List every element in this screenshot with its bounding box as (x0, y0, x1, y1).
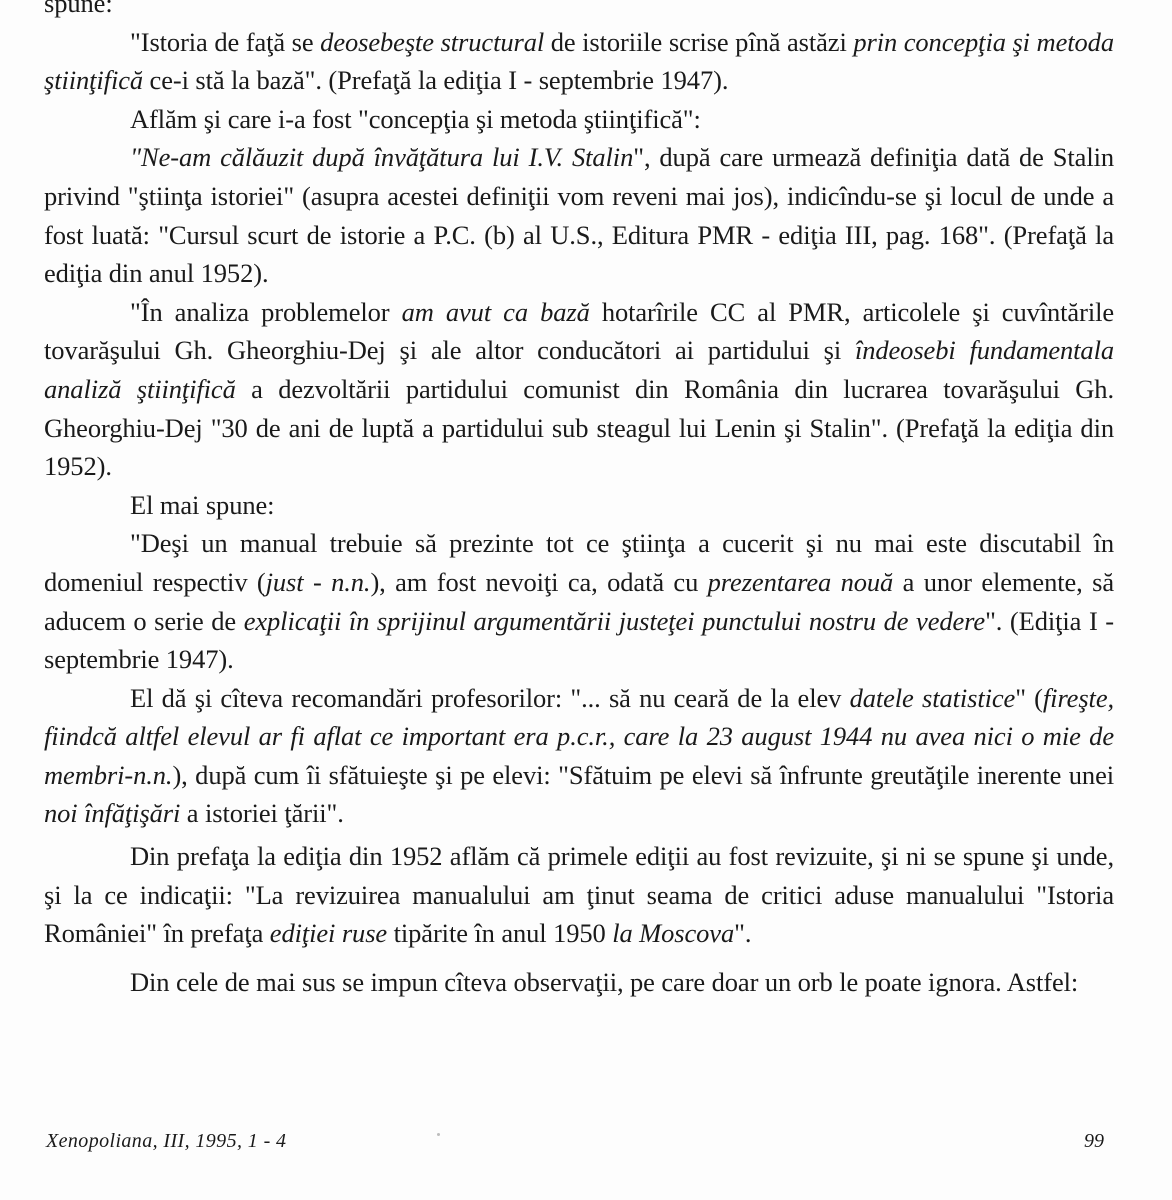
text-run: El mai spune: (130, 489, 275, 520)
italic-text-run: am avut ca bază (401, 296, 590, 327)
paragraph (44, 963, 1114, 1002)
text-run: "Istoria de faţă se (130, 26, 321, 57)
italic-text-run: deosebeşte structural (320, 26, 545, 57)
text-run: " ( (1015, 682, 1043, 713)
paragraph (44, 23, 1114, 100)
italic-text-run: îndeosebi fundamentala analiză ştiinţifică (44, 335, 1114, 404)
paragraph (44, 679, 1114, 833)
text-run: a istoriei ţării". (180, 798, 344, 829)
text-run: ", după care urmează definiţia dată de Stalin privind "ştiinţa istoriei" (asupra acestei definiţii vom reveni mai jos), indicîndu-se şi locul de unde a fost luată: "Cursul scurt de istorie a P.C. (b) al U.S., Editura PMR - ediţia III, pag. 168". (Prefaţă la ediţia din anul 1952). (44, 142, 1115, 289)
paragraph (44, 100, 1114, 139)
text-run: "În analiza problemelor (130, 296, 402, 327)
text-run: a dezvoltării partidului comunist din România din lucrarea tovarăşului Gh. Gheorghiu-Dej "30 de ani de luptă a partidului sub steagul lui Lenin şi Stalin". (Prefaţă la ediţia din 1952). (44, 373, 1114, 482)
footer-journal: Xenopoliana, III, 1995, 1 - 4 (46, 1130, 287, 1152)
text-run: El dă şi cîteva recomandări profesorilor: "... să nu ceară de la elev (130, 682, 850, 713)
italic-text-run: noi înfăţişări (44, 798, 181, 829)
italic-text-run: ediţiei ruse (269, 918, 388, 949)
paragraph (44, 524, 1114, 678)
text-run: ), după cum îi sfătuieşte şi pe elevi: "Sfătuim pe elevi să înfrunte greutăţile inerente unei (172, 759, 1114, 790)
italic-text-run: prin concepţia şi metoda ştiinţifică (44, 26, 1114, 96)
italic-text-run: just - n.n. (265, 566, 371, 597)
italic-text-run: la Moscova (612, 918, 735, 949)
text-run: ". (Ediţia I - septembrie 1947). (44, 605, 1114, 675)
paragraph (44, 293, 1114, 486)
paragraph (44, 138, 1114, 292)
text-run: ce-i stă la bază". (Prefaţă la ediţia I - septembrie 1947). (143, 65, 729, 96)
text-run: tipărite în anul 1950 (387, 918, 613, 949)
italic-text-run: fireşte, fiindcă altfel elevul ar fi aflat ce important era p.c.r., care la 23 august 1944 nu avea nici o mie de membri-n.n. (44, 682, 1115, 790)
text-run: hotarîrile CC al PMR, articolele şi cuvîntările tovarăşului Gh. Gheorghiu-Dej şi ale altor conducători ai partidului şi (44, 296, 1115, 366)
page-number: 99 (1084, 1130, 1104, 1152)
paragraph (44, 486, 1114, 525)
italic-text-run: "Ne-am călăuzit după învăţătura lui I.V. Stalin (130, 142, 634, 173)
body-text (44, 0, 1114, 1001)
text-run: Din prefaţa la ediţia din 1952 aflăm că primele ediţii au fost revizuite, şi ni se spune şi unde, şi la ce indicaţii: "La revizuirea manualului am ţinut seama de critici aduse manualului "Istoria României" în prefaţa (44, 841, 1114, 949)
text-run: de istoriile scrise pînă astăzi (544, 26, 854, 57)
italic-text-run: datele statistice (849, 682, 1016, 713)
text-run: a unor elemente, să aducem o serie de (44, 566, 1114, 636)
paragraph (44, 837, 1114, 953)
italic-text-run: prezentarea nouă (707, 566, 894, 597)
scan-speck (437, 1133, 440, 1136)
text-run: ), am fost nevoiţi ca, odată cu (370, 566, 708, 597)
text-run: Din cele de mai sus se impun cîteva observaţii, pe care doar un orb le poate ignora. Astfel: (130, 966, 1079, 997)
text-run: ". (734, 918, 752, 949)
text-run: "Deşi un manual trebuie să prezinte tot ce ştiinţa a cucerit şi nu mai este discutabil în domeniul respectiv ( (44, 528, 1114, 597)
top-line: spune: (44, 0, 113, 18)
text-run: Aflăm şi care i-a fost "concepţia şi metoda ştiinţifică": (130, 103, 701, 134)
italic-text-run: explicaţii în sprijinul argumentării justeţei punctului nostru de vedere (243, 605, 986, 636)
